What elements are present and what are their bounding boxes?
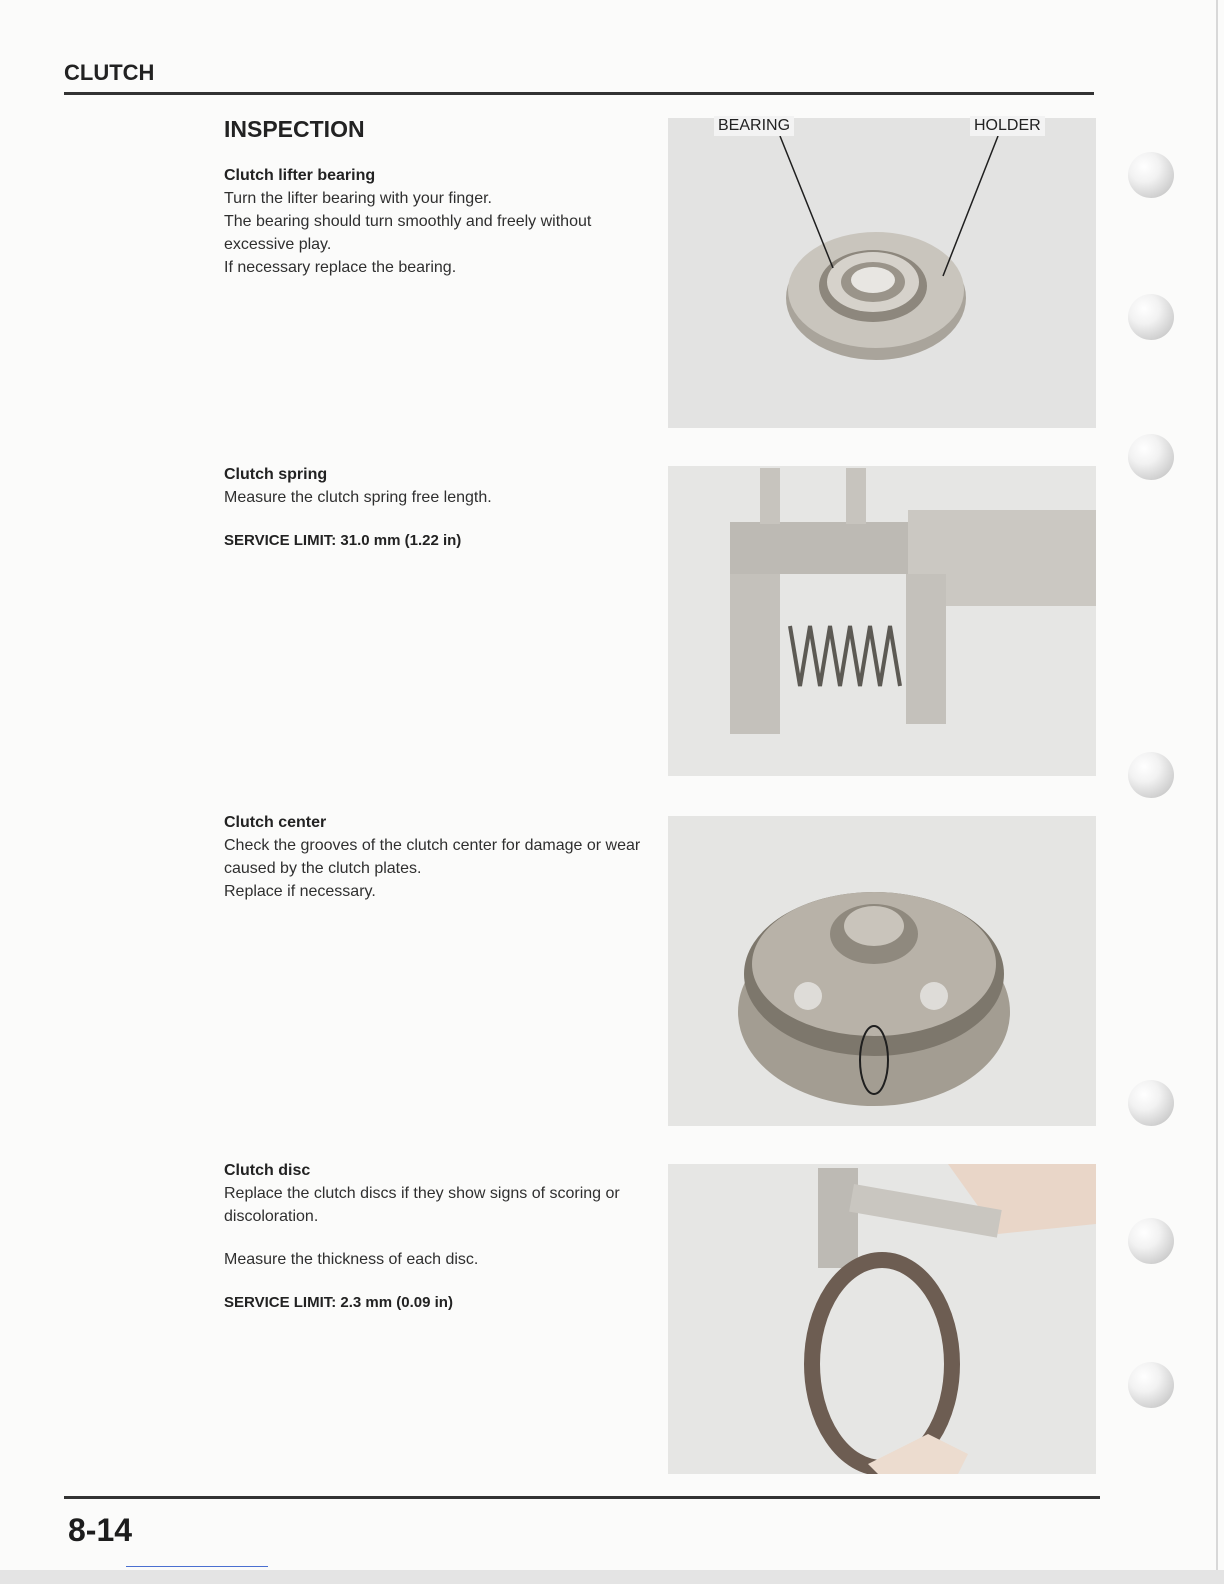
clutch-spring-heading: Clutch spring <box>224 466 328 483</box>
lifter-bearing-line-1: Turn the lifter bearing with your finger. <box>224 190 492 207</box>
clutch-center-photo <box>668 816 1096 1126</box>
page-edge <box>1216 0 1218 1584</box>
section-tab-dot <box>1128 1218 1174 1264</box>
clutch-disc-block <box>224 1159 664 1314</box>
clutch-disc-service-limit: SERVICE LIMIT: 2.3 mm (0.09 in) <box>224 1294 453 1311</box>
bottom-link-underline <box>126 1566 268 1567</box>
clutch-disc-line-2: Measure the thickness of each disc. <box>224 1251 479 1268</box>
clutch-center-line-2: Replace if necessary. <box>224 883 376 900</box>
clutch-disc-line-1: Replace the clutch discs if they show signs of scoring or discoloration. <box>224 1185 620 1225</box>
lifter-bearing-block <box>224 164 664 279</box>
lifter-bearing-line-2: The bearing should turn smoothly and freely without excessive play. <box>224 213 592 253</box>
clutch-center-block <box>224 811 664 903</box>
clutch-disc-heading: Clutch disc <box>224 1162 311 1179</box>
footer-rule <box>64 1496 1100 1499</box>
section-tab-dot <box>1128 752 1174 798</box>
header-rule <box>64 92 1094 95</box>
chapter-title: CLUTCH <box>64 60 155 85</box>
lifter-bearing-line-3: If necessary replace the bearing. <box>224 259 457 276</box>
clutch-spring-service-limit: SERVICE LIMIT: 31.0 mm (1.22 in) <box>224 532 462 549</box>
bearing-callout: BEARING <box>714 116 794 136</box>
section-tab-dot <box>1128 1080 1174 1126</box>
section-tab-dot <box>1128 1362 1174 1408</box>
section-tab-dot <box>1128 434 1174 480</box>
section-heading: INSPECTION <box>224 116 365 142</box>
spring-caliper-photo <box>668 466 1096 776</box>
clutch-spring-line-1: Measure the clutch spring free length. <box>224 489 492 506</box>
bearing-photo <box>668 118 1096 428</box>
lifter-bearing-heading: Clutch lifter bearing <box>224 167 376 184</box>
bottom-strip <box>0 1570 1224 1584</box>
clutch-center-heading: Clutch center <box>224 814 327 831</box>
clutch-center-line-1: Check the grooves of the clutch center for damage or wear caused by the clutch plates. <box>224 837 641 877</box>
clutch-spring-block <box>224 463 664 552</box>
clutch-disc-photo <box>668 1164 1096 1474</box>
section-tab-dot <box>1128 294 1174 340</box>
section-tab-dot <box>1128 152 1174 198</box>
holder-callout: HOLDER <box>970 116 1045 136</box>
page-number: 8-14 <box>68 1512 133 1548</box>
